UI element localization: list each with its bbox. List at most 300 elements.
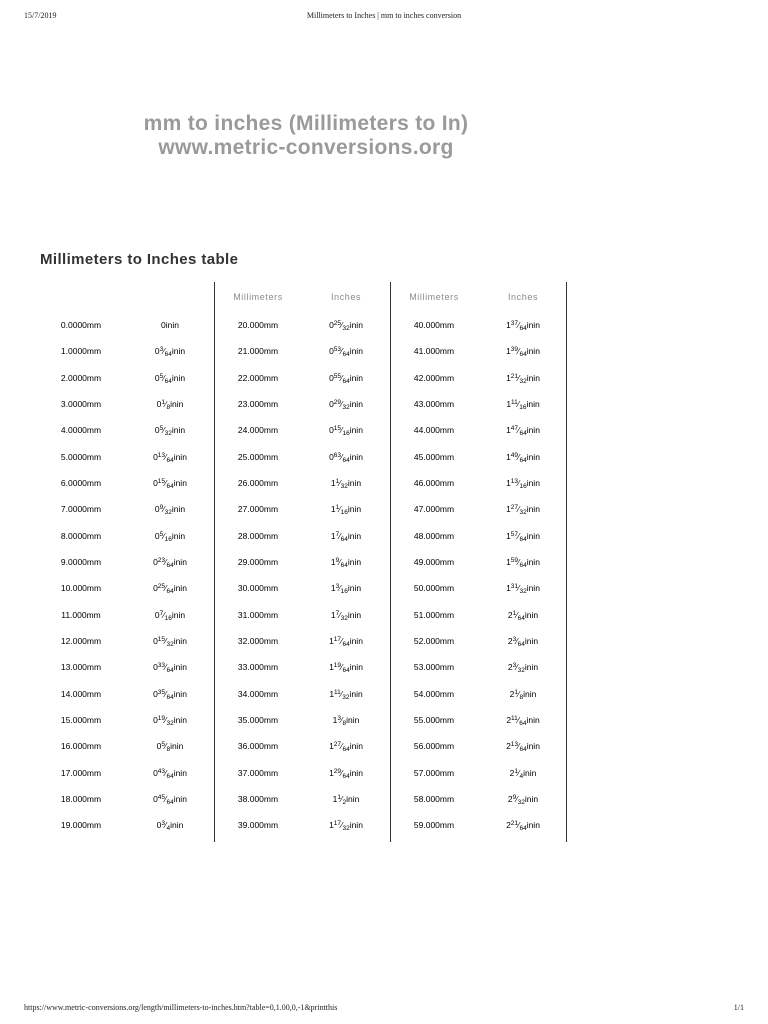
whole-part: 0 — [329, 425, 334, 436]
unit-suffix: inin — [526, 583, 540, 594]
whole-part: 0 — [154, 609, 160, 620]
whole-part: 1 — [506, 504, 511, 515]
mm-value-cell: 53.000mm — [413, 662, 455, 673]
mm-value-cell: 18.000mm — [60, 794, 102, 805]
banner-site-url: www.metric-conversions.org — [158, 136, 454, 159]
print-header — [0, 11, 768, 23]
inch-value-cell: $0^3⁄_4inin$ — [156, 820, 184, 833]
whole-part: 0 — [154, 425, 160, 436]
table-row — [36, 654, 568, 680]
mm-value-cell: 36.000mm — [237, 741, 279, 752]
mm-value-cell: 16.000mm — [60, 741, 102, 752]
denominator: 64 — [342, 746, 350, 754]
inch-value-cell: $0^{43}⁄_{64}inin$ — [153, 767, 187, 780]
mm-value-cell: 8.0000mm — [60, 530, 102, 541]
inch-value-cell: $2^{13}⁄_{64}inin$ — [506, 741, 540, 754]
denominator: 64 — [519, 746, 527, 754]
whole-part: 0 — [153, 451, 158, 462]
denominator: 32 — [342, 825, 350, 833]
numerator: 29 — [333, 767, 342, 775]
whole-part: 0 — [156, 820, 162, 831]
whole-part: 2 — [507, 662, 513, 673]
mm-value-cell: 24.000mm — [237, 425, 279, 436]
unit-suffix: inin — [346, 794, 360, 805]
table-row — [36, 417, 568, 443]
numerator: 59 — [510, 557, 519, 565]
column-header — [36, 282, 126, 312]
mm-value-cell: 0.0000mm — [60, 320, 102, 331]
unit-suffix: inin — [349, 346, 363, 357]
denominator: 64 — [342, 351, 350, 359]
numerator: 63 — [333, 451, 342, 459]
whole-part: 0 — [329, 372, 334, 383]
numerator: 35 — [157, 688, 166, 696]
whole-part: 0 — [153, 794, 158, 805]
mm-value-cell: 30.000mm — [237, 583, 279, 594]
table-row — [36, 786, 568, 812]
denominator: 64 — [519, 325, 527, 333]
inch-value-cell: $1^{29}⁄_{64}inin$ — [329, 767, 363, 780]
numerator: 55 — [333, 372, 342, 380]
unit-suffix: inin — [523, 688, 537, 699]
denominator: 4 — [519, 772, 524, 780]
whole-part: 0 — [153, 557, 158, 568]
unit-suffix: inin — [349, 636, 363, 647]
mm-value-cell: 44.000mm — [413, 425, 455, 436]
inch-value-cell: $0^{55}⁄_{64}inin$ — [329, 372, 363, 385]
mm-value-cell: 32.000mm — [237, 636, 279, 647]
table-row — [36, 707, 568, 733]
numerator: 9 — [512, 794, 517, 802]
unit-suffix: inin — [171, 372, 186, 383]
mm-value-cell: 48.000mm — [413, 530, 455, 541]
whole-part: 1 — [506, 372, 511, 383]
numerator: 13 — [510, 478, 519, 486]
numerator: 33 — [157, 662, 166, 670]
numerator: 29 — [333, 399, 342, 407]
unit-suffix: inin — [526, 741, 540, 752]
table-row — [36, 812, 568, 838]
denominator: 32 — [164, 430, 172, 438]
inch-value-cell: $2^9⁄_{32}inin$ — [507, 794, 539, 807]
mm-value-cell: 58.000mm — [413, 794, 455, 805]
whole-part: 0 — [329, 451, 334, 462]
inch-value-cell: $1^{49}⁄_{64}inin$ — [506, 451, 540, 464]
unit-suffix: inin — [173, 688, 187, 699]
print-page-number: 1/1 — [733, 1003, 744, 1012]
denominator: 64 — [164, 351, 172, 359]
mm-value-cell: 33.000mm — [237, 662, 279, 673]
denominator: 32 — [519, 377, 527, 385]
denominator: 64 — [519, 456, 527, 464]
whole-part: 0 — [153, 767, 158, 778]
whole-part: 1 — [506, 399, 512, 410]
denominator: 32 — [517, 799, 525, 807]
whole-part: 0 — [154, 504, 160, 515]
inch-value-cell: $1^3⁄_8inin$ — [332, 715, 360, 728]
unit-suffix: inin — [349, 820, 363, 831]
mm-value-cell: 26.000mm — [237, 478, 279, 489]
denominator: 32 — [340, 614, 348, 622]
unit-suffix: inin — [171, 346, 186, 357]
unit-suffix: inin — [347, 583, 362, 594]
mm-value-cell: 11.000mm — [61, 609, 101, 620]
denominator: 64 — [519, 351, 527, 359]
mm-value-cell: 55.000mm — [413, 715, 455, 726]
unit-suffix: inin — [524, 636, 539, 647]
table-row — [36, 575, 568, 601]
whole-part: 0 — [329, 399, 334, 410]
whole-part: 1 — [506, 346, 511, 357]
denominator: 8 — [166, 404, 171, 412]
whole-part: 1 — [330, 530, 336, 541]
mm-value-cell: 46.000mm — [413, 478, 455, 489]
inch-value-cell: $0^5⁄_{32}inin$ — [154, 425, 186, 438]
unit-suffix: inin — [349, 399, 363, 410]
whole-part: 2 — [507, 609, 513, 620]
whole-part: 0 — [154, 346, 160, 357]
whole-part: 2 — [509, 767, 515, 778]
inch-value-cell: $1^{31}⁄_{32}inin$ — [506, 583, 540, 596]
table-row — [36, 733, 568, 759]
column-header: Millimeters — [409, 292, 459, 302]
denominator: 64 — [517, 614, 525, 622]
table-row — [36, 760, 568, 786]
unit-suffix: inin — [526, 478, 540, 489]
inch-value-cell: $1^{47}⁄_{64}inin$ — [506, 425, 540, 438]
unit-suffix: inin — [173, 715, 187, 726]
mm-value-cell: 28.000mm — [237, 530, 279, 541]
numerator: 3 — [335, 583, 340, 591]
numerator: 7 — [159, 609, 164, 617]
unit-suffix: inin — [171, 504, 186, 515]
denominator: 64 — [519, 825, 527, 833]
whole-part: 0 — [153, 688, 158, 699]
inch-value-cell: $1^9⁄_{64}inin$ — [330, 557, 362, 570]
print-url: https://www.metric-conversions.org/length/millimeters-to-inches.htm?table=0,1.00,0,-1&printthis — [24, 1003, 338, 1012]
denominator: 2 — [342, 799, 347, 807]
denominator: 16 — [519, 483, 527, 491]
inch-value-cell: $0^{15}⁄_{16}inin$ — [329, 425, 363, 438]
denominator: 16 — [164, 535, 172, 543]
numerator: 5 — [159, 372, 164, 380]
unit-suffix: inin — [526, 530, 540, 541]
table-row — [36, 602, 568, 628]
mm-value-cell: 31.000mm — [237, 609, 279, 620]
whole-part: 1 — [330, 609, 336, 620]
unit-suffix: inin — [526, 346, 540, 357]
inch-value-cell: $0^{33}⁄_{64}inin$ — [153, 662, 187, 675]
numerator: 7 — [335, 609, 340, 617]
numerator: 25 — [157, 583, 166, 591]
numerator: 3 — [161, 820, 166, 828]
mm-value-cell: 5.0000mm — [60, 451, 102, 462]
unit-suffix: inin — [173, 583, 187, 594]
unit-suffix: inin — [349, 662, 363, 673]
table-row — [36, 523, 568, 549]
table-body — [36, 312, 568, 839]
whole-part: 1 — [506, 557, 511, 568]
whole-part: 1 — [330, 557, 336, 568]
numerator: 15 — [157, 478, 166, 486]
inch-value-cell: $1^{39}⁄_{64}inin$ — [506, 346, 540, 359]
inch-value-cell: $0^5⁄_{64}inin$ — [154, 372, 186, 385]
whole-part: 1 — [330, 504, 336, 515]
unit-suffix: inin — [346, 715, 360, 726]
denominator: 64 — [166, 562, 174, 570]
whole-part: 0 — [153, 583, 158, 594]
mm-value-cell: 47.000mm — [413, 504, 455, 515]
unit-suffix: inin — [526, 451, 540, 462]
inch-value-cell: $0^{19}⁄_{32}inin$ — [153, 715, 187, 728]
whole-part: 0 — [153, 662, 158, 673]
numerator: 39 — [510, 346, 519, 354]
unit-suffix: inin — [349, 372, 363, 383]
inch-value-cell: $2^3⁄_{32}inin$ — [507, 662, 539, 675]
denominator: 64 — [519, 562, 527, 570]
whole-part: 0 — [329, 320, 334, 331]
numerator: 1 — [514, 688, 519, 696]
numerator: 1 — [161, 399, 166, 407]
denominator: 64 — [164, 377, 172, 385]
mm-value-cell: 40.000mm — [413, 320, 455, 331]
inch-value-cell: $1^7⁄_{32}inin$ — [330, 609, 362, 622]
mm-value-cell: 17.000mm — [60, 767, 102, 778]
whole-part: 1 — [506, 530, 511, 541]
mm-value-cell: 2.0000mm — [60, 372, 102, 383]
numerator: 11 — [511, 399, 518, 407]
table-row — [36, 628, 568, 654]
mm-value-cell: 20.000mm — [237, 320, 279, 331]
mm-value-cell: 22.000mm — [237, 372, 279, 383]
whole-part: 1 — [506, 583, 511, 594]
inch-value-cell: $1^{27}⁄_{32}inin$ — [506, 504, 540, 517]
denominator: 4 — [166, 825, 171, 833]
mm-value-cell: 10.000mm — [60, 583, 102, 594]
print-date: 15/7/2019 — [24, 11, 57, 20]
whole-part: 1 — [330, 583, 336, 594]
numerator: 13 — [157, 451, 166, 459]
mm-value-cell: 25.000mm — [237, 451, 279, 462]
mm-value-cell: 15.000mm — [60, 715, 102, 726]
whole-part: 1 — [329, 767, 334, 778]
column-divider — [214, 282, 215, 842]
unit-suffix: inin — [526, 399, 540, 410]
whole-part: 0 — [329, 346, 334, 357]
denominator: 8 — [519, 693, 524, 701]
inch-value-cell: $1^{57}⁄_{64}inin$ — [506, 530, 540, 543]
inch-value-cell: $1^{17}⁄_{32}inin$ — [329, 820, 363, 833]
whole-part: 2 — [506, 741, 511, 752]
denominator: 16 — [340, 509, 348, 517]
unit-suffix: inin — [349, 767, 363, 778]
numerator: 17 — [333, 636, 342, 644]
whole-part: 2 — [507, 794, 513, 805]
denominator: 8 — [166, 746, 171, 754]
inch-value-cell: $0^1⁄_8inin$ — [156, 399, 184, 412]
denominator: 64 — [166, 667, 174, 675]
numerator: 21 — [510, 372, 519, 380]
whole-part: 2 — [509, 688, 515, 699]
numerator: 49 — [510, 451, 519, 459]
unit-suffix: inin — [349, 688, 363, 699]
table-row — [36, 470, 568, 496]
unit-suffix: inin — [173, 794, 187, 805]
inch-value-cell: $2^3⁄_{64}inin$ — [507, 636, 539, 649]
whole-part: 1 — [506, 320, 511, 331]
table-row — [36, 391, 568, 417]
numerator: 1 — [335, 478, 340, 486]
numerator: 11 — [511, 715, 518, 723]
unit-suffix: inin — [524, 609, 539, 620]
denominator: 32 — [164, 509, 172, 517]
site-banner — [0, 112, 612, 160]
unit-suffix: inin — [526, 425, 540, 436]
whole-part: 0 — [153, 636, 158, 647]
inch-value-cell: $1^{19}⁄_{64}inin$ — [329, 662, 363, 675]
denominator: 32 — [519, 588, 527, 596]
unit-suffix: inin — [523, 767, 537, 778]
numerator: 23 — [157, 557, 166, 565]
inch-value-cell: $1^1⁄_2inin$ — [332, 794, 360, 807]
denominator: 16 — [164, 614, 172, 622]
denominator: 64 — [166, 772, 174, 780]
numerator: 15 — [157, 636, 166, 644]
inch-value-cell: $1^{13}⁄_{16}inin$ — [506, 478, 540, 491]
unit-suffix: inin — [524, 662, 539, 673]
inch-value-cell: $0^5⁄_{16}inin$ — [154, 530, 186, 543]
inch-value-cell: $1^7⁄_{64}inin$ — [330, 530, 362, 543]
unit-suffix: inin — [170, 820, 184, 831]
denominator: 64 — [519, 430, 527, 438]
table-row — [36, 338, 568, 364]
unit-suffix: inin — [173, 451, 187, 462]
denominator: 64 — [519, 720, 527, 728]
numerator: 37 — [510, 320, 519, 328]
unit-suffix: inin — [347, 557, 362, 568]
unit-suffix: inin — [349, 451, 363, 462]
unit-suffix: inin — [349, 741, 363, 752]
inch-value-cell: $2^1⁄_8inin$ — [509, 688, 537, 701]
whole-part: 0 — [156, 741, 162, 752]
inch-value-cell: $0^{45}⁄_{64}inin$ — [153, 794, 187, 807]
unit-suffix: inin — [347, 478, 362, 489]
denominator: 32 — [342, 693, 350, 701]
whole-part: 1 — [330, 478, 336, 489]
whole-part: 2 — [507, 636, 513, 647]
numerator: 43 — [157, 767, 166, 775]
whole-part: 0 — [154, 372, 160, 383]
column-divider — [390, 282, 391, 842]
denominator: 64 — [342, 667, 350, 675]
whole-part: 0 — [153, 715, 158, 726]
mm-value-cell: 42.000mm — [413, 372, 455, 383]
unit-suffix: inin — [173, 557, 187, 568]
column-header: Inches — [507, 292, 539, 302]
whole-part: 1 — [506, 425, 511, 436]
banner-title: mm to inches (Millimeters to In) — [143, 112, 469, 135]
column-header: Millimeters — [233, 292, 283, 302]
unit-suffix: inin — [347, 530, 362, 541]
mm-value-cell: 21.000mm — [237, 346, 279, 357]
mm-value-cell: 23.000mm — [237, 399, 279, 410]
unit-suffix: inin — [347, 504, 362, 515]
numerator: 31 — [510, 583, 519, 591]
print-page-title: Millimeters to Inches | mm to inches conversion — [306, 11, 462, 20]
numerator: 1 — [514, 767, 519, 775]
inch-value-cell: $0^{63}⁄_{64}inin$ — [329, 451, 363, 464]
numerator: 9 — [335, 557, 340, 565]
numerator: 21 — [510, 820, 519, 828]
inch-value-cell: $0^{15}⁄_{32}inin$ — [153, 636, 187, 649]
section-title: Millimeters to Inches table — [40, 251, 239, 268]
mm-value-cell: 7.0000mm — [60, 504, 102, 515]
denominator: 64 — [166, 693, 174, 701]
denominator: 8 — [342, 720, 347, 728]
inch-value-cell: $1^{59}⁄_{64}inin$ — [506, 557, 540, 570]
unit-suffix: inin — [347, 609, 362, 620]
numerator: 3 — [337, 715, 342, 723]
table-row — [36, 681, 568, 707]
whole-part: 0 — [156, 399, 162, 410]
whole-part: 2 — [506, 820, 511, 831]
unit-suffix: inin — [526, 504, 540, 515]
denominator: 32 — [519, 509, 527, 517]
mm-value-cell: 56.000mm — [413, 741, 455, 752]
numerator: 47 — [510, 425, 519, 433]
inch-value-cell: $2^{21}⁄_{64}inin$ — [506, 820, 540, 833]
numerator: 5 — [159, 530, 164, 538]
numerator: 45 — [157, 794, 166, 802]
numerator: 19 — [333, 662, 342, 670]
inch-value-cell: $1^{21}⁄_{32}inin$ — [506, 372, 540, 385]
unit-suffix: inin — [173, 478, 187, 489]
denominator: 64 — [166, 456, 174, 464]
inch-value-cell: $1^1⁄_{16}inin$ — [330, 504, 362, 517]
inch-value-cell: $0^{13}⁄_{64}inin$ — [153, 451, 187, 464]
mm-value-cell: 14.000mm — [60, 688, 102, 699]
mm-value-cell: 51.000mm — [413, 609, 455, 620]
mm-value-cell: 57.000mm — [413, 767, 455, 778]
mm-value-cell: 3.0000mm — [60, 399, 102, 410]
inch-value-cell: $2^{11}⁄_{64}inin$ — [506, 715, 540, 728]
numerator: 7 — [335, 530, 340, 538]
unit-suffix: inin — [526, 715, 540, 726]
column-header — [126, 282, 214, 312]
inch-value-cell: $0^5⁄_8inin$ — [156, 741, 184, 754]
mm-value-cell: 13.000mm — [60, 662, 102, 673]
numerator: 13 — [510, 741, 519, 749]
numerator: 3 — [512, 636, 517, 644]
whole-part: 1 — [329, 662, 334, 673]
mm-value-cell: 35.000mm — [237, 715, 279, 726]
column-divider — [566, 282, 567, 842]
inch-value-cell: $0^9⁄_{32}inin$ — [154, 504, 186, 517]
mm-value-cell: 38.000mm — [237, 794, 279, 805]
denominator: 64 — [166, 588, 174, 596]
denominator: 32 — [340, 483, 348, 491]
whole-part: 1 — [329, 820, 334, 831]
inch-value-cell: $0^{25}⁄_{64}inin$ — [153, 583, 187, 596]
unit-suffix: inin — [171, 609, 186, 620]
mm-value-cell: 1.0000mm — [60, 346, 102, 357]
table-row — [36, 549, 568, 575]
numerator: 1 — [512, 609, 517, 617]
numerator: 11 — [334, 688, 341, 696]
numerator: 5 — [161, 741, 166, 749]
inch-value-cell: $1^{11}⁄_{16}inin$ — [506, 399, 540, 412]
mm-value-cell: 9.0000mm — [60, 557, 102, 568]
